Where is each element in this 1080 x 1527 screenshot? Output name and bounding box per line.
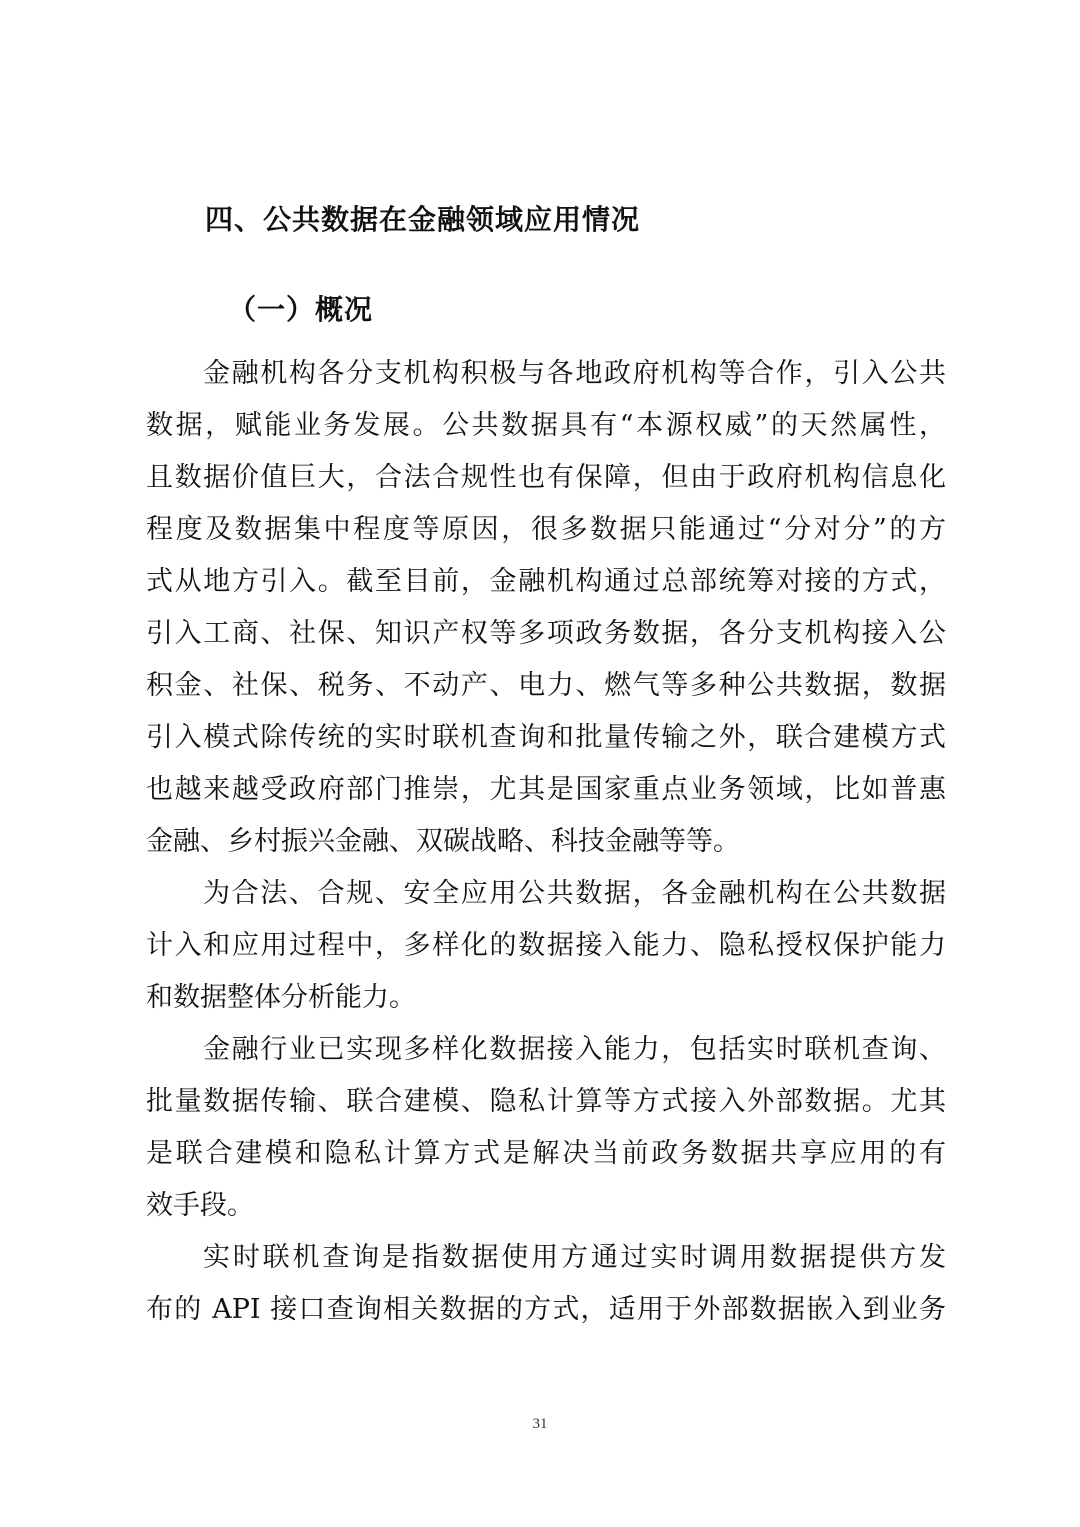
page-number: 31 [532, 1416, 548, 1432]
text-line: 也越来越受政府部门推崇，尤其是国家重点业务领域，比如普惠 [146, 774, 946, 805]
text-line: 金融行业已实现多样化数据接入能力，包括实时联机查询、 [203, 1034, 946, 1065]
text-line: 式从地方引入。截至目前，金融机构通过总部统筹对接的方式， [146, 566, 946, 597]
text-line: 程度及数据集中程度等原因，很多数据只能通过“分对分”的方 [146, 514, 946, 545]
paragraph [146, 1024, 946, 1232]
paragraph [146, 868, 946, 1024]
subsection-heading: （一）概况 [228, 293, 374, 326]
text-line: 效手段。 [146, 1190, 254, 1221]
text-line: 金融机构各分支机构积极与各地政府机构等合作，引入公共 [203, 358, 946, 389]
text-line: 数据，赋能业务发展。公共数据具有“本源权威”的天然属性， [146, 410, 946, 441]
text-line: 且数据价值巨大，合法合规性也有保障，但由于政府机构信息化 [146, 462, 946, 493]
paragraph [146, 1232, 946, 1336]
text-line: 积金、社保、税务、不动产、电力、燃气等多种公共数据，数据 [146, 670, 946, 701]
text-line: 实时联机查询是指数据使用方通过实时调用数据提供方发 [203, 1242, 946, 1273]
text-line: 引入模式除传统的实时联机查询和批量传输之外，联合建模方式 [146, 722, 946, 753]
section-heading: 四、公共数据在金融领域应用情况 [205, 203, 641, 236]
text-line: 布的 API 接口查询相关数据的方式，适用于外部数据嵌入到业务 [146, 1294, 946, 1325]
paragraph [146, 348, 946, 868]
text-line: 计入和应用过程中，多样化的数据接入能力、隐私授权保护能力 [146, 930, 946, 961]
body-text [146, 348, 946, 1336]
text-line: 金融、乡村振兴金融、双碳战略、科技金融等等。 [146, 826, 740, 857]
text-line: 引入工商、社保、知识产权等多项政务数据，各分支机构接入公 [146, 618, 946, 649]
text-line: 是联合建模和隐私计算方式是解决当前政务数据共享应用的有 [146, 1138, 946, 1169]
text-line: 和数据整体分析能力。 [146, 982, 416, 1013]
text-line: 为合法、合规、安全应用公共数据，各金融机构在公共数据 [203, 878, 946, 909]
text-line: 批量数据传输、联合建模、隐私计算等方式接入外部数据。尤其 [146, 1086, 946, 1117]
